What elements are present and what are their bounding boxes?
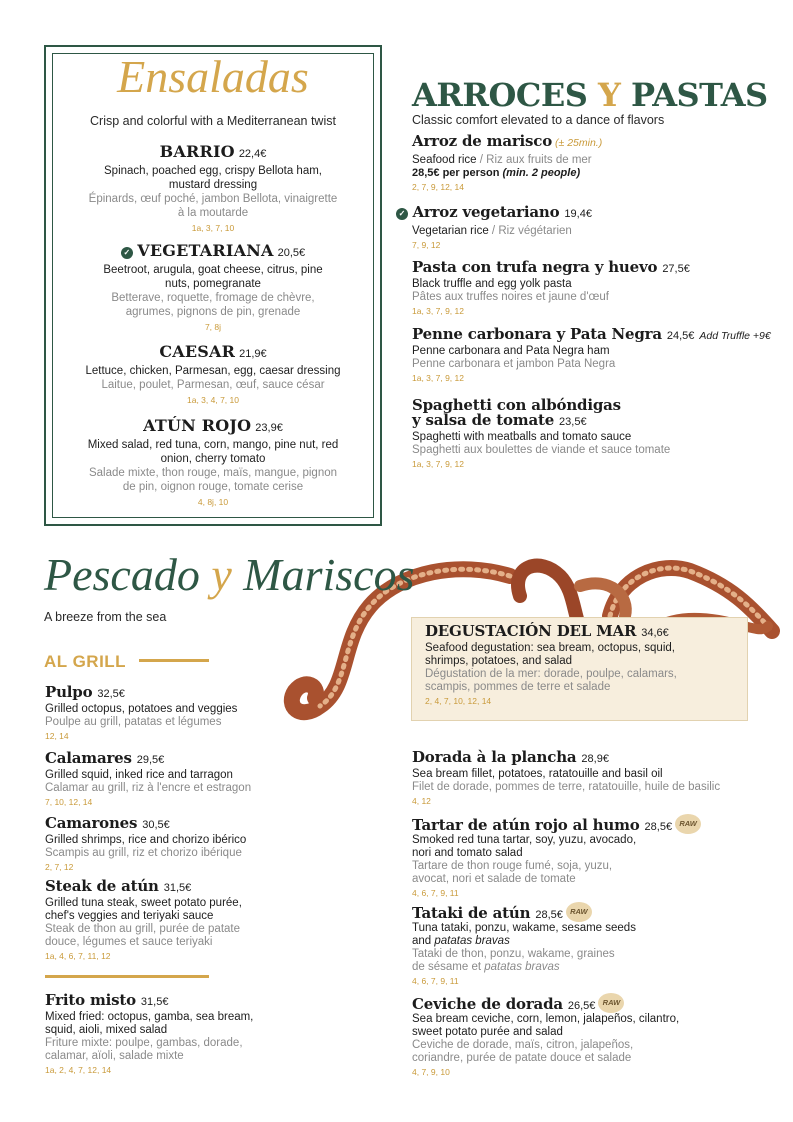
item-desc-fr-line2: douce, légumes et sauce teriyaki	[45, 936, 213, 948]
item-desc-en-line1: Mixed fried: octopus, gamba, sea bream,	[45, 1011, 254, 1023]
item-price: 34,6€	[641, 627, 669, 639]
item-desc-en-line2: and patatas bravas	[412, 935, 510, 947]
item-per-person: 28,5€ per person (min. 2 people)	[412, 167, 581, 179]
item-name: Tartar de atún rojo al humo	[412, 816, 640, 834]
item-name: VEGETARIANA	[137, 241, 274, 260]
arroces-title	[412, 76, 768, 114]
arroces-title-part-a: ARROCES	[412, 76, 598, 114]
item-desc-en: Spaghetti with meatballs and tomato sauce	[412, 431, 632, 443]
item-desc-fr: Salade mixte, thon rouge, maïs, mangue, pignon de pin, oignon rouge, tomate cerise	[88, 467, 338, 493]
item-price: 28,5€	[535, 909, 563, 921]
item-desc-fr: Scampis au grill, riz et chorizo ibérique	[45, 847, 242, 859]
item-allergens: 4, 6, 7, 9, 11	[412, 976, 459, 986]
item-desc-fr: Penne carbonara et jambon Pata Negra	[412, 358, 616, 370]
item-desc-en: Penne carbonara and Pata Negra ham	[412, 345, 610, 357]
item-allergens: 7, 8j	[204, 322, 222, 332]
item-desc-fr-line1: Steak de thon au grill, purée de patate	[45, 923, 241, 935]
item-desc-fr: Pâtes aux truffes noires et jaune d'œuf	[412, 291, 609, 303]
dish-arroz-vegetariano	[396, 203, 592, 252]
dish-degustacion-del-mar	[425, 622, 677, 708]
item-allergens: 2, 7, 12	[45, 862, 74, 872]
item-desc-fr: Filet de dorade, pommes de terre, ratatouille, huile de basilic	[412, 781, 721, 793]
pescado-title-part-a: Pescado	[44, 549, 212, 600]
item-name: Camarones	[45, 814, 138, 832]
item-allergens: 1a, 3, 7, 9, 12	[412, 459, 464, 469]
pescado-subtitle: A breeze from the sea	[44, 610, 167, 624]
item-price: 23,5€	[559, 416, 587, 428]
item-desc-en-line2: chef's veggies and teriyaki sauce	[45, 910, 214, 922]
item-price: 19,4€	[564, 208, 592, 220]
item-allergens: 1a, 3, 4, 7, 10	[187, 395, 239, 405]
al-grill-rule	[139, 659, 209, 662]
arroces-title-y: Y	[598, 76, 621, 114]
item-price: 31,5€	[140, 996, 169, 1008]
item-desc-en: Grilled shrimps, rice and chorizo ibérico	[45, 834, 247, 846]
item-desc-fr-line2: scampis, pommes de terre et salade	[425, 681, 611, 693]
item-desc-en: Beetroot, arugula, goat cheese, citrus, pine nuts, pomegranate	[103, 264, 323, 290]
vegetarian-leaf-icon: ✓	[396, 208, 408, 220]
item-price: 27,5€	[662, 263, 690, 275]
raw-badge: RAW	[598, 993, 624, 1013]
item-desc-fr: Poulpe au grill, patatas et légumes	[45, 716, 222, 728]
item-name: Pasta con trufa negra y huevo	[412, 258, 658, 276]
item-allergens: 12, 14	[45, 731, 69, 741]
al-grill-heading: AL GRILL	[44, 652, 127, 671]
item-allergens: 1a, 4, 6, 7, 11, 12	[45, 951, 111, 961]
item-allergens: 4, 12	[412, 796, 431, 806]
arroces-subtitle: Classic comfort elevated to a dance of flavors	[412, 113, 665, 127]
item-price: 32,5€	[97, 688, 125, 700]
item-name: CAESAR	[159, 342, 236, 361]
item-desc-en: Vegetarian rice	[412, 225, 489, 237]
item-desc-fr: Spaghetti aux boulettes de viande et sauce tomate	[412, 444, 671, 456]
item-name: Dorada à la plancha	[412, 748, 577, 766]
item-allergens: 1a, 2, 4, 7, 12, 14	[45, 1065, 112, 1075]
item-min-people: (min. 2 people)	[502, 167, 581, 179]
salad-vegetariana	[60, 241, 366, 334]
item-name: DEGUSTACIÓN DEL MAR	[425, 622, 637, 640]
item-desc-en-line2: nori and tomato salad	[412, 847, 523, 859]
dish-tataki-atun	[412, 902, 636, 988]
item-desc-en-line2: squid, aioli, mixed salad	[45, 1024, 168, 1036]
item-extra: Add Truffle +9€	[699, 330, 771, 342]
item-price: 24,5€	[666, 330, 695, 342]
item-allergens: 1a, 3, 7, 10	[191, 223, 235, 233]
pescado-title	[44, 548, 415, 601]
item-allergens: 2, 4, 7, 10, 12, 14	[425, 696, 492, 706]
dish-steak-atun	[45, 877, 242, 963]
item-name-line2: y salsa de tomate	[412, 411, 555, 429]
item-allergens: 4, 7, 9, 10	[412, 1067, 450, 1077]
item-desc-en: Seafood rice	[412, 154, 477, 166]
item-price: 26,5€	[567, 1000, 596, 1012]
item-desc-en-line1: Sea bream ceviche, corn, lemon, jalapeños, cilantro,	[412, 1013, 680, 1025]
item-desc-fr-line2: coriandre, purée de patate douce et salade	[412, 1052, 632, 1064]
item-name: ATÚN ROJO	[143, 416, 252, 435]
arroces-title-part-b: PASTAS	[620, 76, 768, 114]
dish-ceviche-dorada	[412, 993, 679, 1079]
item-desc-fr: Betterave, roquette, fromage de chèvre, agrumes, pignons de pin, grenade	[111, 292, 315, 318]
raw-badge: RAW	[675, 814, 701, 834]
item-desc-en: Black truffle and egg yolk pasta	[412, 278, 572, 290]
item-price: 20,5€	[277, 247, 306, 259]
dish-arroz-marisco	[412, 132, 603, 194]
item-desc-en-line2: sweet potato purée and salad	[412, 1026, 563, 1038]
item-desc-fr: Riz végétarien	[498, 225, 572, 237]
item-desc-en: Grilled octopus, potatoes and veggies	[45, 703, 238, 715]
item-sep: /	[476, 154, 487, 166]
item-name: Pulpo	[45, 683, 93, 701]
item-name: Arroz de marisco	[412, 132, 553, 150]
item-desc-fr-line2: de sésame et patatas bravas	[412, 961, 560, 973]
dish-camarones	[45, 814, 247, 874]
dish-penne-carbonara	[412, 325, 771, 385]
item-name-line1: Spaghetti con albóndigas	[412, 396, 621, 414]
item-allergens: 1a, 3, 7, 9, 12	[412, 306, 464, 316]
item-name: Penne carbonara y Pata Negra	[412, 325, 662, 343]
item-desc-fr-line1: Friture mixte: poulpe, gambas, dorade,	[45, 1037, 243, 1049]
item-desc-fr-line1: Tartare de thon rouge fumé, soja, yuzu,	[412, 860, 613, 872]
item-price: 31,5€	[163, 882, 192, 894]
item-allergens: 7, 9, 12	[412, 240, 441, 250]
item-price: 29,5€	[136, 754, 165, 766]
ensaladas-title: Ensaladas	[117, 51, 309, 102]
raw-badge: RAW	[566, 902, 592, 922]
item-desc-fr-line1: Dégustation de la mer: dorade, poulpe, calamars,	[425, 668, 677, 680]
item-price: 30,5€	[142, 819, 170, 831]
item-desc-fr-line1: Ceviche de dorade, maïs, citron, jalapeños,	[412, 1039, 634, 1051]
item-name: Steak de atún	[45, 877, 159, 895]
pescado-title-part-b: Mariscos	[231, 549, 415, 600]
dish-pasta-trufa	[412, 258, 690, 318]
dish-frito-misto	[45, 991, 254, 1077]
pescado-title-y: y	[211, 549, 232, 600]
item-name: Calamares	[45, 749, 132, 767]
item-price: 22,4€	[238, 148, 267, 160]
item-price: 28,9€	[581, 753, 609, 765]
salad-barrio	[60, 142, 366, 235]
item-desc-en: Grilled squid, inked rice and tarragon	[45, 769, 233, 781]
dish-calamares	[45, 749, 252, 809]
salad-atun-rojo	[60, 416, 366, 509]
item-note: (± 25min.)	[555, 137, 603, 149]
item-desc-fr-line2: avocat, nori et salade de tomate	[412, 873, 576, 885]
item-allergens: 7, 10, 12, 14	[45, 797, 93, 807]
item-allergens: 4, 8j, 10	[197, 497, 229, 507]
item-desc-fr: Épinards, œuf poché, jambon Bellota, vinaigrette à la moutarde	[88, 193, 338, 219]
item-desc-fr: Calamar au grill, riz à l'encre et estragon	[45, 782, 252, 794]
item-desc-fr: Riz aux fruits de mer	[486, 154, 592, 166]
item-name: BARRIO	[159, 142, 235, 161]
item-desc-en: Spinach, poached egg, crispy Bellota ham, mustard dressing	[104, 165, 322, 191]
dish-dorada-plancha	[412, 748, 721, 808]
salad-caesar	[60, 342, 366, 407]
item-desc-en-line1: Smoked red tuna tartar, soy, yuzu, avocado,	[412, 834, 637, 846]
dish-pulpo	[45, 683, 238, 743]
item-name: Arroz vegetariano	[412, 203, 560, 221]
grill-section-rule	[45, 975, 209, 978]
item-desc-en-line1: Tuna tataki, ponzu, wakame, sesame seeds	[412, 922, 636, 934]
item-price: 28,5€	[644, 821, 673, 833]
item-desc-en: Lettuce, chicken, Parmesan, egg, caesar dressing	[85, 365, 341, 377]
item-allergens: 2, 7, 9, 12, 14	[412, 182, 464, 192]
item-desc-en-line2: shrimps, potatoes, and salad	[425, 655, 573, 667]
item-desc-en: Sea bream fillet, potatoes, ratatouille and basil oil	[412, 768, 663, 780]
vegetarian-leaf-icon: ✓	[121, 247, 133, 259]
item-price: 23,9€	[255, 422, 283, 434]
item-desc-en-line1: Seafood degustation: sea bream, octopus, squid,	[425, 642, 675, 654]
item-price: 21,9€	[239, 348, 267, 360]
item-sep: /	[488, 225, 499, 237]
item-name: Tataki de atún	[412, 904, 531, 922]
item-desc-fr: Laitue, poulet, Parmesan, œuf, sauce césar	[101, 379, 325, 391]
item-allergens: 4, 6, 7, 9, 11	[412, 888, 459, 898]
item-desc-fr-line2: calamar, aïoli, salade mixte	[45, 1050, 184, 1062]
item-desc-en: Mixed salad, red tuna, corn, mango, pine nut, red onion, cherry tomato	[87, 439, 339, 465]
item-desc-en-line1: Grilled tuna steak, sweet potato purée,	[45, 897, 242, 909]
item-desc-fr-line1: Tataki de thon, ponzu, wakame, graines	[412, 948, 615, 960]
dish-tartar-atun	[412, 814, 701, 900]
item-name: Ceviche de dorada	[412, 995, 563, 1013]
ensaladas-subtitle: Crisp and colorful with a Mediterranean twist	[90, 114, 336, 128]
item-allergens: 1a, 3, 7, 9, 12	[412, 373, 464, 383]
item-name: Frito misto	[45, 991, 136, 1009]
dish-spaghetti	[412, 396, 670, 471]
